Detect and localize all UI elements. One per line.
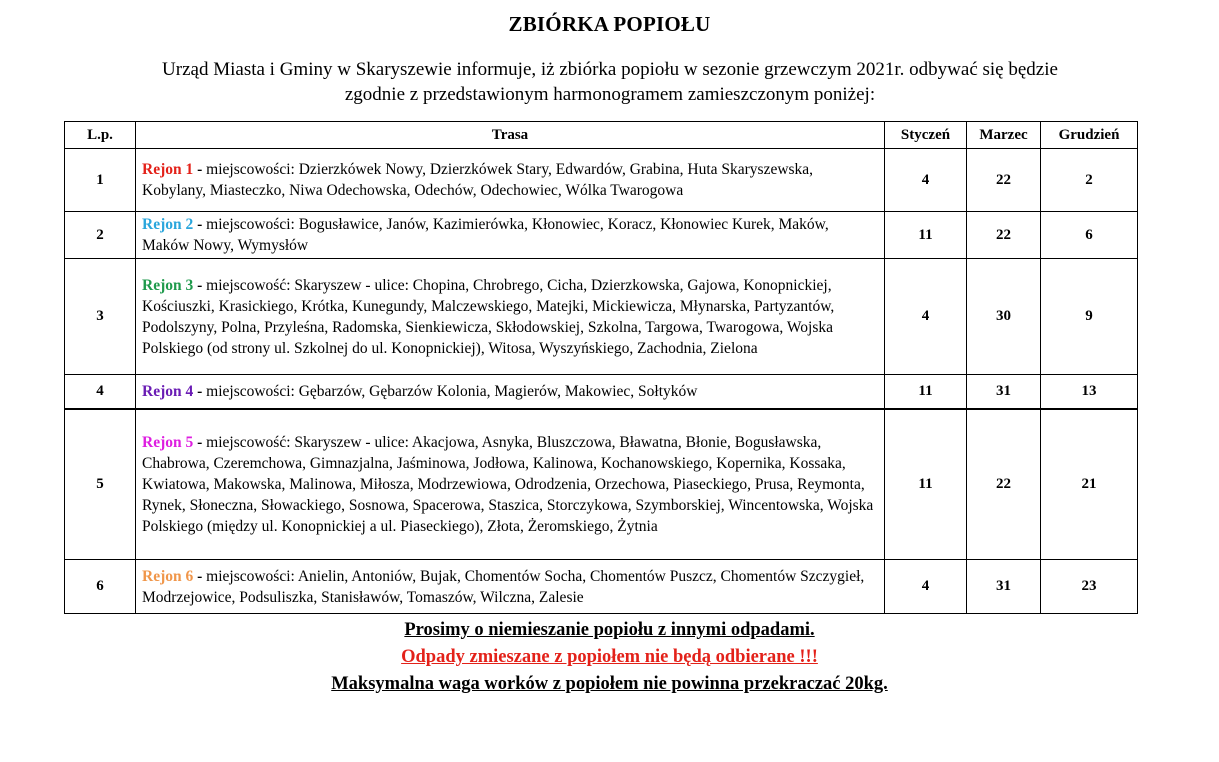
intro-line-2: zgodnie z przedstawionym harmonogramem zamieszczonym poniżej: [344,84,876,105]
route-places: Skaryszew - ulice: Chopina, Chrobrego, Cicha, Dzierzkowska, Gajowa, Konopnickiej, Kościuszki, Krasickiego, Krótka, Kunegundy, Malczewskiego, Matejki, Mickiewicza, Młynarska, Partyzantów, Podolszyny, Polna, Przyleśna, Radomska, Sienkiewicza, Skłodowskiej, Szkolna, Targowa, Twarogowa, Wojska Polskiego (od strony ul. Szkolnej do ul. Konopnickiej), Witosa, Wyszyńskiego, Zachodnia, Zielona [142,276,835,357]
row-january: 11 [885,212,967,259]
header-route: Trasa [136,122,885,149]
row-lp: 2 [65,212,136,259]
row-march: 22 [967,212,1041,259]
row-route [136,375,885,409]
row-lp: 5 [65,409,136,560]
row-january: 11 [885,375,967,409]
route-places: Dzierzkówek Nowy, Dzierzkówek Stary, Edwardów, Grabina, Huta Skaryszewska, Kobylany, Miasteczko, Niwa Odechowska, Odechów, Odechowiec, Wólka Twarogowa [142,161,814,199]
row-march: 31 [967,375,1041,409]
header-december: Grudzień [1041,122,1138,149]
rejon-label: Rejon 5 [142,433,194,451]
rejon-separator: - [193,382,207,400]
page-title: ZBIÓRKA POPIOŁU [508,12,711,36]
notice-no-mixing: Prosimy o niemieszanie popiołu z innymi odpadami. [404,620,815,640]
header-lp: L.p. [65,122,136,149]
route-kind: miejscowość: [206,276,291,294]
table-row [65,149,1138,212]
route-places: Skaryszew - ulice: Akacjowa, Asnyka, Bluszczowa, Bławatna, Błonie, Bogusławska, Chabrowa, Czeremchowa, Gimnazjalna, Jaśminowa, Jodłowa, Kalinowa, Kochanowskiego, Kopernika, Kossaka, Kwiatowa, Makowska, Malinowa, Miłosza, Modrzewiowa, Odrodzenia, Orzechowa, Piaseckiego, Prusa, Reymonta, Rynek, Słoneczna, Słowackiego, Sosnowa, Spacerowa, Staszica, Storczykowa, Szymborskiej, Wincentowska, Wojska Polskiego (między ul. Konopnickiej a ul. Piaseckiego), Złota, Żeromskiego, Żytnia [142,433,874,535]
row-january: 4 [885,149,967,212]
header-march: Marzec [967,122,1041,149]
rejon-label: Rejon 4 [142,382,194,400]
row-december: 21 [1041,409,1138,560]
row-march: 22 [967,409,1041,560]
route-kind: miejscowości: [206,382,295,400]
notice-max-weight: Maksymalna waga worków z popiołem nie powinna przekraczać 20kg. [331,674,888,694]
table-row [65,560,1138,614]
table-row [65,375,1138,409]
row-december: 13 [1041,375,1138,409]
table-row [65,212,1138,259]
row-december: 2 [1041,149,1138,212]
rejon-separator: - [193,433,207,451]
rejon-label: Rejon 1 [142,161,194,178]
route-kind: miejscowości: [206,567,295,585]
route-kind: miejscowość: [206,433,291,451]
row-march: 31 [967,560,1041,614]
row-march: 22 [967,149,1041,212]
route-places: Gębarzów, Gębarzów Kolonia, Magierów, Makowiec, Sołtyków [294,382,698,400]
rejon-label: Rejon 2 [142,216,194,233]
row-january: 4 [885,560,967,614]
intro-line-1: Urząd Miasta i Gminy w Skaryszewie informuje, iż zbiórka popiołu w sezonie grzewczym 2021r. odbywać się będzie [162,59,1058,80]
row-lp: 1 [65,149,136,212]
row-december: 23 [1041,560,1138,614]
intro-text [60,57,1160,107]
rejon-separator: - [193,216,207,233]
row-route [136,409,885,560]
row-route [136,560,885,614]
route-places: Bogusławice, Janów, Kazimierówka, Kłonowiec, Koracz, Kłonowiec Kurek, Maków, Maków Nowy, Wymysłów [142,216,829,254]
route-kind: miejscowości: [206,161,295,178]
notice-not-collected: Odpady zmieszane z popiołem nie będą odbierane !!! [401,647,818,667]
row-december: 6 [1041,212,1138,259]
rejon-separator: - [193,567,207,585]
rejon-label: Rejon 6 [142,567,194,585]
route-kind: miejscowości: [206,216,295,233]
row-route [136,259,885,375]
header-january: Styczeń [885,122,967,149]
row-lp: 3 [65,259,136,375]
row-december: 9 [1041,259,1138,375]
row-route [136,149,885,212]
schedule-table [64,121,1138,614]
table-header-row [65,122,1138,149]
route-places: Anielin, Antoniów, Bujak, Chomentów Socha, Chomentów Puszcz, Chomentów Szczygieł, Modrzejowice, Podsuliszka, Stanisławów, Tomaszów, Wilczna, Zalesie [142,567,865,606]
rejon-label: Rejon 3 [142,276,194,294]
row-january: 11 [885,409,967,560]
row-march: 30 [967,259,1041,375]
row-route [136,212,885,259]
rejon-separator: - [193,161,207,178]
table-row [65,259,1138,375]
row-january: 4 [885,259,967,375]
row-lp: 4 [65,375,136,409]
table-row [65,409,1138,560]
rejon-separator: - [193,276,207,294]
row-lp: 6 [65,560,136,614]
